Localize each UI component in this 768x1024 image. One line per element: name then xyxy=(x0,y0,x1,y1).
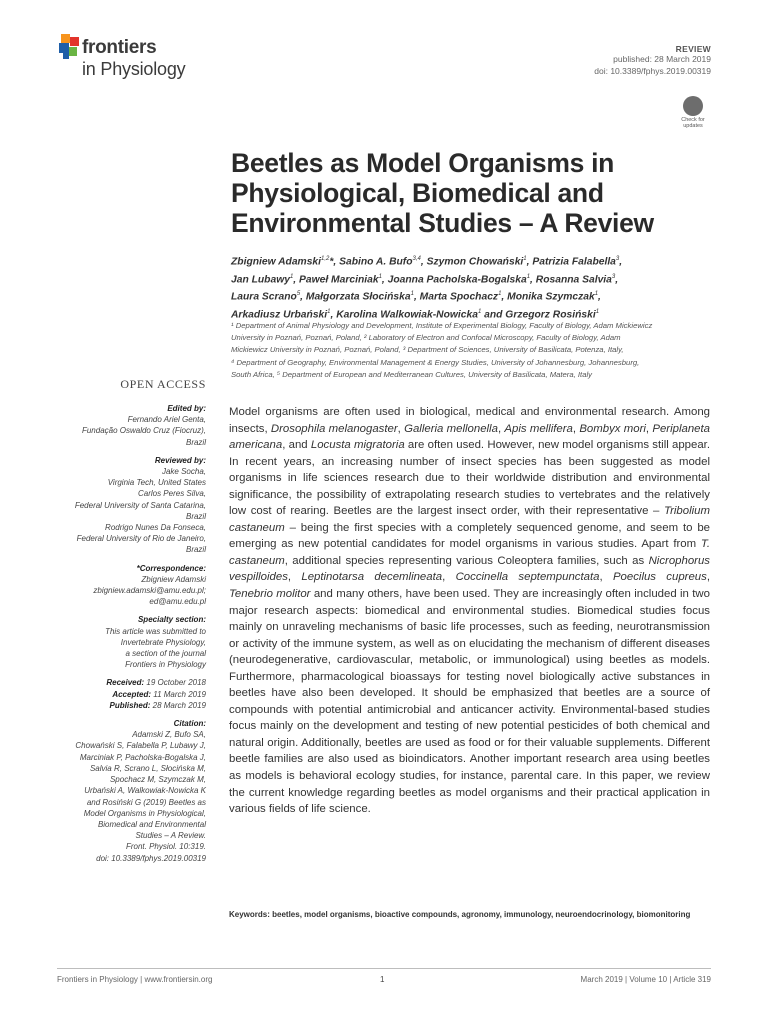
abstract-text: , xyxy=(599,571,613,584)
sidebar-line: doi: 10.3389/fphys.2019.00319 xyxy=(96,853,206,863)
author-name: , Joanna Pacholska-Bogalska xyxy=(381,274,527,286)
edited-by-list xyxy=(40,414,206,448)
sidebar-line: Marciniak P, Pacholska-Bogalska J, xyxy=(79,752,206,762)
author-name: , xyxy=(615,274,619,286)
sidebar-line: Biomedical and Environmental xyxy=(97,819,206,829)
journal-name-secondary: in Physiology xyxy=(82,59,186,79)
reviewed-by-heading: Reviewed by: xyxy=(154,455,206,465)
abstract-text: are often used. However, new model organisms still appear. In recent years, an increasing number of insect species has been suggested as model organisms in life sciences research due to their worldwide distribution and environmental significance, the possibility of extrapolating research studies to vertebrates and the relatively low cost of rearing. Beetles are the largest insect order, with their representative – xyxy=(229,439,711,518)
article-doi[interactable]: doi: 10.3389/fphys.2019.00319 xyxy=(594,65,711,76)
keywords: Keywords: beetles, model organisms, bioactive compounds, agronomy, immunology, neuroendocrinology, biomonitoring xyxy=(229,910,691,919)
crossmark-badge[interactable] xyxy=(676,95,710,133)
sidebar-line: Invertebrate Physiology, xyxy=(120,637,206,647)
abstract-text: , xyxy=(287,571,302,584)
specialty-list xyxy=(40,626,206,671)
affiliation-marker: 1 xyxy=(477,308,482,315)
affiliation-marker: 1 xyxy=(523,256,527,262)
article-title: Beetles as Model Organisms in Physiological, Biomedical and Environmental Studies – A Review xyxy=(231,148,654,238)
author-name: , Patrizia Falabella xyxy=(526,256,616,268)
abstract-text: , xyxy=(572,422,580,435)
abstract-text: , xyxy=(397,422,405,435)
sidebar-line: Salvia R, Scrano L, Słocińska M, xyxy=(89,763,206,773)
sidebar-line: Fernando Ariel Genta, xyxy=(127,415,206,425)
sidebar-line: Fundação Oswaldo Cruz (Fiocruz), xyxy=(81,426,206,436)
edited-by-heading: Edited by: xyxy=(167,404,206,413)
species-name: Apis mellifera xyxy=(504,422,573,435)
accepted-date: Accepted: 11 March 2019 xyxy=(112,689,206,699)
species-name: Coccinella septempunctata xyxy=(455,571,600,584)
footer-journal-link[interactable]: Frontiers in Physiology | www.frontiersin.org xyxy=(57,975,213,984)
sidebar-line: Jake Socha, xyxy=(161,467,206,477)
species-name: Tenebrio molitor xyxy=(229,588,311,601)
abstract-text: – being the first species with a completely sequenced genome, and seem to be emerging as new potential candidates for model organisms in various studies. Apart from xyxy=(229,521,710,551)
crossmark-label: Check for updates xyxy=(681,117,705,129)
author-line xyxy=(231,287,701,305)
correspondence-list xyxy=(40,574,206,608)
affiliation-marker: 1 xyxy=(526,273,531,280)
sidebar-line: and Rosiński G (2019) Beetles as xyxy=(86,797,206,807)
species-name: Bombyx mori xyxy=(579,422,646,435)
footer-issue-info: March 2019 | Volume 10 | Article 319 xyxy=(580,975,711,984)
frontiers-logo-icon xyxy=(57,34,81,60)
author-name: , Rosanna Salvia xyxy=(530,274,612,286)
sidebar-line: Virginia Tech, United States xyxy=(107,478,206,488)
abstract-text: , xyxy=(442,571,456,584)
sidebar-line: Brazil xyxy=(185,511,206,521)
sidebar-line: Urbański A, Walkowiak-Nowicka K xyxy=(84,786,206,796)
sidebar-line: zbigniew.adamski@amu.edu.pl; xyxy=(93,586,206,596)
author-line xyxy=(231,270,701,288)
sidebar-line: Rodrigo Nunes Da Fonseca, xyxy=(105,523,206,533)
specialty-heading: Specialty section: xyxy=(137,615,206,625)
sidebar-line: Federal University of Rio de Janeiro, xyxy=(76,534,206,544)
author-name: *, Sabino A. Bufo xyxy=(329,256,413,268)
footer-divider xyxy=(57,968,711,969)
affiliation-marker: 5 xyxy=(296,291,301,298)
species-name: Periplaneta americana xyxy=(229,422,710,452)
affiliation-marker: 3 xyxy=(615,256,620,262)
sidebar-line: Spochacz M, Szymczak M, xyxy=(109,775,206,785)
sidebar-line: Front. Physiol. 10:319. xyxy=(125,842,206,852)
published-date-sidebar: Published: 28 March 2019 xyxy=(109,700,206,710)
sidebar-line: Studies – A Review. xyxy=(135,831,206,841)
affiliation-line: South Africa, ⁵ Department of European and Mediterranean Cultures, University of Basilicata, Matera, Italy xyxy=(231,369,593,379)
sidebar-line: ed@amu.edu.pl xyxy=(149,597,206,607)
article-sidebar xyxy=(40,403,206,864)
abstract-text: , additional species representing various Coleoptera families, such as xyxy=(284,554,649,567)
author-name: Jan Lubawy xyxy=(231,274,290,286)
abstract-text: , xyxy=(497,422,505,435)
author-name: , xyxy=(598,291,601,303)
published-date: published: 28 March 2019 xyxy=(613,54,711,64)
journal-name-primary: frontiers xyxy=(82,37,157,58)
abstract-text: Model organisms are often used in biological, medical and environmental research. Among insects, xyxy=(229,406,710,435)
affiliation-line: ¹ Department of Animal Physiology and Development, Institute of Experimental Biology, Faculty of Biology, Adam Mickiewicz xyxy=(231,321,653,330)
species-name: Drosophila melanogaster xyxy=(270,422,398,435)
correspondence-heading: *Correspondence: xyxy=(136,563,206,573)
sidebar-line: Frontiers in Physiology xyxy=(125,660,206,670)
abstract-text: , xyxy=(706,571,710,584)
journal-logo[interactable] xyxy=(57,32,197,82)
affiliation-marker: 1 xyxy=(498,291,502,298)
author-name: Laura Scrano xyxy=(231,291,297,303)
abstract xyxy=(229,404,710,818)
author-line xyxy=(231,252,701,270)
affiliation-line: ⁴ Department of Geography, Environmental Management & Energy Studies, University of Johannesburg, Johannesburg, xyxy=(231,357,640,367)
abstract-text: and many others, have been used. They are increasingly often included in two major research aspects: biomedical and environmental studies. Biomedical studies focus mainly on unraveling mechanisms of basic life processes, such as feeding, neurotransmission or activity of the immune system, as well as on elucidating the mechanism of different diseases (neurodegenerative, cardiovascular, metabolic, or immunological) using beetles as models. Furthermore, pharmacological bioassays for testing novel biologically active substances in beetles have also been developed. It should be emphasized that beetles are a source of compounds with potential antimicrobial and anticancer activity. Environmental-based studies focus mainly on the development and testing of new potential pesticides of both chemical and natural origin. Additionally, beetles are used as food or for their valuable supplements. Different beetle families are also used as bioindicators. Another important research area using beetles as models is behavioral ecology studies, for instance, parental care. In this paper, we review the current knowledge regarding beetles as model organisms and their practical application in various fields of life science. xyxy=(229,588,710,816)
sidebar-line: Brazil xyxy=(185,437,206,447)
sidebar-line: Brazil xyxy=(185,545,206,555)
affiliation-line: Mickiewicz University in Poznań, Poznań, Poland, ³ Department of Sciences, University of Basilicata, Potenza, Italy, xyxy=(231,345,624,355)
reviewed-by-list xyxy=(40,466,206,556)
sidebar-line: Federal University of Santa Catarina, xyxy=(74,500,206,510)
citation-heading: Citation: xyxy=(173,719,206,729)
sidebar-line: Chowański S, Falabella P, Lubawy J, xyxy=(75,741,206,751)
abstract-text: , xyxy=(645,422,653,435)
sidebar-line: Carlos Peres Silva, xyxy=(137,489,206,499)
affiliation-marker: 1 xyxy=(594,291,599,298)
author-name: , Monika Szymczak xyxy=(501,291,595,303)
author-name: , Marta Spochacz xyxy=(413,291,499,303)
sidebar-line: This article was submitted to xyxy=(105,626,206,636)
species-name: Galleria mellonella xyxy=(404,422,498,435)
publication-info xyxy=(594,54,711,77)
page-number: 1 xyxy=(380,975,385,984)
article-dates xyxy=(40,677,206,711)
species-name: Leptinotarsa decemlineata xyxy=(301,571,443,584)
article-type: REVIEW xyxy=(675,44,711,54)
affiliation-marker: 1 xyxy=(327,308,331,315)
sidebar-line: Adamski Z, Bufo SA, xyxy=(132,730,206,740)
affiliation-marker: 1 xyxy=(378,273,382,280)
species-name: Poecilus cupreus xyxy=(612,571,707,584)
sidebar-line: Model Organisms in Physiological, xyxy=(83,808,206,818)
author-name: Arkadiusz Urbański xyxy=(231,309,328,321)
affiliation-marker: 1 xyxy=(595,308,600,315)
author-name: , Paweł Marciniak xyxy=(293,274,379,286)
abstract-text: , and xyxy=(282,439,311,452)
author-name: , xyxy=(619,256,623,268)
citation-list xyxy=(40,729,206,863)
author-list xyxy=(231,252,701,323)
sidebar-line: a section of the journal xyxy=(125,649,206,659)
species-name: Nicrophorus vespilloides xyxy=(229,554,710,584)
affiliation-marker: 1,2 xyxy=(321,256,330,262)
author-name: , Szymon Chowański xyxy=(420,256,524,268)
species-name: T. castaneum xyxy=(229,538,710,567)
affiliation-marker: 3 xyxy=(611,273,616,280)
author-name: Zbigniew Adamski xyxy=(231,256,322,268)
affiliations xyxy=(231,320,709,381)
received-date: Received: 19 October 2018 xyxy=(106,678,206,688)
sidebar-line: Zbigniew Adamski xyxy=(141,574,206,584)
open-access-label: OPEN ACCESS xyxy=(120,377,206,391)
affiliation-marker: 1 xyxy=(289,273,294,280)
author-name: , Karolina Walkowiak-Nowicka xyxy=(330,309,478,321)
author-name: and Grzegorz Rosiński xyxy=(481,309,596,321)
species-name: Locusta migratoria xyxy=(310,439,405,452)
species-name: Tribolium castaneum xyxy=(229,505,710,534)
affiliation-marker: 1 xyxy=(410,291,414,298)
crossmark-icon xyxy=(683,96,703,116)
affiliation-line: University in Poznań, Poznań, Poland, ² Laboratory of Electron and Confocal Microscopy, Faculty of Biology, Adam xyxy=(231,333,621,343)
author-name: , Małgorzata Słocińska xyxy=(300,291,411,303)
affiliation-marker: 3,4 xyxy=(412,256,421,262)
